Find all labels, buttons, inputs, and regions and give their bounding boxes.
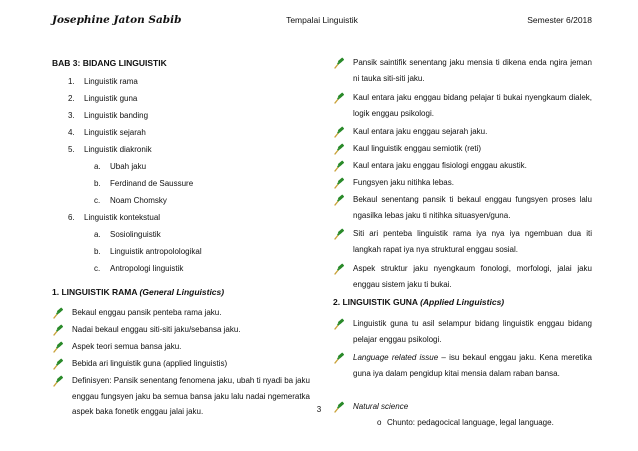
pushpin-bullet-icon xyxy=(333,352,345,364)
pushpin-bullet-icon xyxy=(333,126,345,138)
pushpin-bullet-icon xyxy=(52,375,64,387)
list-item: Fungsyen jaku nitihka lebas. xyxy=(333,175,592,191)
list-item: Kaul entara jaku enggau sejarah jaku. xyxy=(333,124,592,140)
list-item: 2. Linguistik guna xyxy=(68,94,138,103)
header-title: Tempalai Linguistik xyxy=(286,15,358,25)
pushpin-bullet-icon xyxy=(333,177,345,189)
pushpin-bullet-icon xyxy=(333,92,345,104)
list-item: Pansik saintifik senentang jaku mensia ti dikena enda ngira jeman ni tauka siti-siti jaku. xyxy=(333,55,592,87)
pushpin-bullet-icon xyxy=(52,341,64,353)
list-item: Siti ari penteba linguistik rama iya nya iya ngembuan dua iti langkah rapat iya nya struktural enggau sosial. xyxy=(333,226,592,258)
list-item: Linguistik guna tu asil selampur bidang linguistik enggau bidang pelajar enggau psikologi. xyxy=(333,316,592,348)
list-item: Bekaul enggau pansik penteba rama jaku. xyxy=(52,305,310,321)
list-item: c. Antropologi linguistik xyxy=(94,264,184,273)
list-item: Kaul linguistik enggau semiotik (reti) xyxy=(333,141,592,157)
list-item: b. Ferdinand de Saussure xyxy=(94,179,194,188)
list-item: Definisyen: Pansik senentang fenomena jaku, ubah ti nyadi ba jaku enggau fungsyen jaku ba semua bansa jaku lalu nadai ngemeratka aspek baka fonetik enggau jalai jaku. xyxy=(52,373,310,423)
list-item: Bekaul senentang pansik ti bekaul enggau fungsyen proses lalu ngasilka lebas jaku ti nitihka situasyen/guna. xyxy=(333,192,592,224)
pushpin-bullet-icon xyxy=(333,318,345,330)
list-item: Language related issue – isu bekaul enggau jaku. Kena meretika guna iya dalam pengidup kitai mensia dalam raban bansa. xyxy=(333,350,592,398)
section-heading-2: 2. LINGUISTIK GUNA (Applied Linguistics) xyxy=(333,297,505,307)
pushpin-bullet-icon xyxy=(333,143,345,155)
list-item: c. Noam Chomsky xyxy=(94,196,167,205)
page-header xyxy=(52,14,592,30)
chapter-title: BAB 3: BIDANG LINGUISTIK xyxy=(52,58,167,68)
list-item: Nadai bekaul enggau siti-siti jaku/sebansa jaku. xyxy=(52,322,310,338)
header-author: Josephine Jaton Sabib xyxy=(52,14,182,26)
pushpin-bullet-icon xyxy=(52,324,64,336)
list-item: 4. Linguistik sejarah xyxy=(68,128,146,137)
pushpin-bullet-icon xyxy=(333,263,345,275)
list-item: Aspek struktur jaku nyengkaum fonologi, morfologi, jalai jaku enggau sistem jaku ti bukai. xyxy=(333,261,592,293)
header-semester: Semester 6/2018 xyxy=(527,15,592,25)
pushpin-bullet-icon xyxy=(333,194,345,206)
circle-bullet-icon: o xyxy=(377,418,382,427)
pushpin-bullet-icon xyxy=(52,307,64,319)
list-item: 5. Linguistik diakronik xyxy=(68,145,152,154)
list-item: 3. Linguistik banding xyxy=(68,111,149,120)
list-item: a. Ubah jaku xyxy=(94,162,147,171)
list-item: a. Sosiolinguistik xyxy=(94,230,161,239)
list-item: 1. Linguistik rama xyxy=(68,77,138,86)
list-item: Kaul entara jaku enggau fisiologi enggau akustik. xyxy=(333,158,592,174)
section-heading-1: 1. LINGUISTIK RAMA (General Linguistics) xyxy=(52,287,225,297)
pushpin-bullet-icon xyxy=(52,358,64,370)
list-item: Kaul entara jaku enggau bidang pelajar ti bukai nyengkaum dialek, logik enggau psikologi. xyxy=(333,90,592,122)
pushpin-bullet-icon xyxy=(333,160,345,172)
pushpin-bullet-icon xyxy=(333,57,345,69)
list-item: Bebida ari linguistik guna (applied linguistis) xyxy=(52,356,310,372)
list-item: 6. Linguistik kontekstual xyxy=(68,213,161,222)
pushpin-bullet-icon xyxy=(333,228,345,240)
list-item: b. Linguistik antropolologikal xyxy=(94,247,202,256)
list-item: o Chunto: pedagocical language, legal language. xyxy=(377,418,554,427)
page-number: 3 xyxy=(316,405,322,414)
list-item: Aspek teori semua bansa jaku. xyxy=(52,339,310,355)
list-item: Natural science xyxy=(333,399,592,415)
